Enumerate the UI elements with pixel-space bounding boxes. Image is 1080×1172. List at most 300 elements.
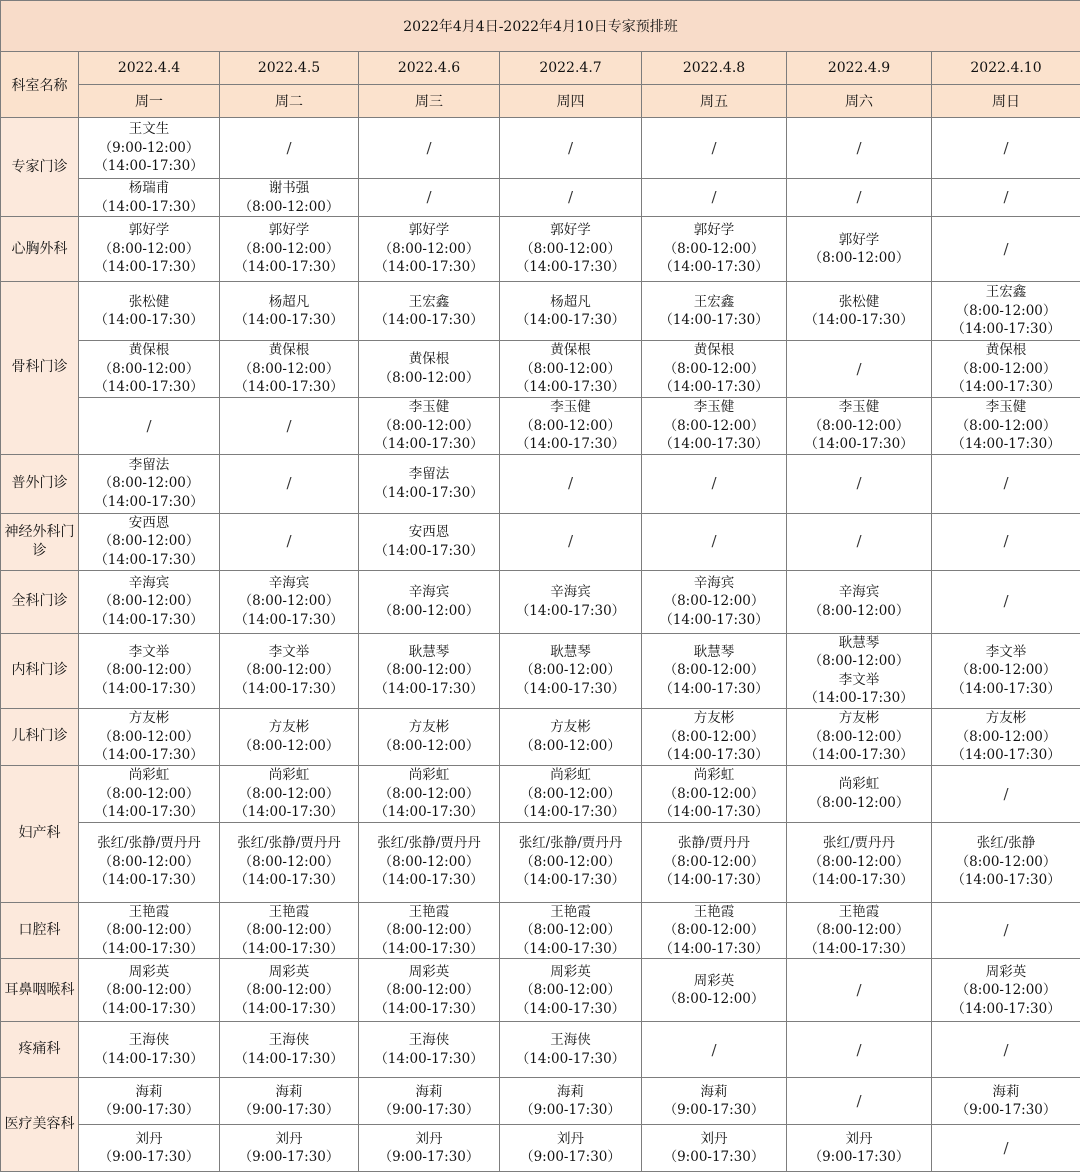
schedule-cell xyxy=(787,179,932,217)
schedule-cell xyxy=(79,822,220,902)
schedule-row xyxy=(1,570,1080,633)
schedule-cell xyxy=(359,570,500,633)
time-slot: （8:00-12:00） xyxy=(220,737,358,756)
doctor-name: 李文举 xyxy=(79,643,219,662)
doctor-name: 张松健 xyxy=(79,293,219,312)
doctor-name: 王海侠 xyxy=(359,1031,499,1050)
schedule-cell xyxy=(787,633,932,708)
schedule-cell xyxy=(79,179,220,217)
no-schedule-mark: / xyxy=(932,785,1080,804)
time-slot: （14:00-17:30） xyxy=(932,435,1080,454)
schedule-row xyxy=(1,1022,1080,1078)
schedule-cell xyxy=(500,902,642,959)
time-slot: （8:00-12:00） xyxy=(500,737,641,756)
time-slot: （8:00-12:00） xyxy=(932,981,1080,1000)
time-slot: （14:00-17:30） xyxy=(359,484,499,503)
time-slot: （14:00-17:30） xyxy=(79,611,219,630)
no-schedule-mark: / xyxy=(642,188,786,207)
doctor-name: 刘丹 xyxy=(359,1130,499,1149)
schedule-cell xyxy=(787,118,932,179)
time-slot: （8:00-12:00） xyxy=(220,785,358,804)
doctor-name: 方友彬 xyxy=(359,718,499,737)
time-slot: （8:00-12:00） xyxy=(500,240,641,259)
time-slot: （14:00-17:30） xyxy=(932,1000,1080,1019)
time-slot: （14:00-17:30） xyxy=(932,871,1080,890)
no-schedule-mark: / xyxy=(642,1041,786,1060)
time-slot: （9:00-17:30） xyxy=(359,1148,499,1167)
no-schedule-mark: / xyxy=(220,532,358,551)
doctor-name: 李文举 xyxy=(787,671,931,690)
schedule-cell xyxy=(642,708,787,765)
doctor-name: 王艳霞 xyxy=(787,903,931,922)
schedule-row xyxy=(1,217,1080,282)
no-schedule-mark: / xyxy=(787,1041,931,1060)
doctor-name: 辛海宾 xyxy=(79,574,219,593)
no-schedule-mark: / xyxy=(932,532,1080,551)
doctor-name: 张红/贾丹丹 xyxy=(787,834,931,853)
schedule-cell xyxy=(932,341,1080,398)
schedule-cell xyxy=(500,118,642,179)
weekday-header: 周五 xyxy=(642,85,787,118)
time-slot: （8:00-12:00） xyxy=(500,360,641,379)
schedule-cell xyxy=(787,282,932,341)
date-header: 2022.4.8 xyxy=(642,52,787,85)
schedule-cell xyxy=(787,765,932,822)
doctor-name: 王宏鑫 xyxy=(932,283,1080,302)
time-slot: （14:00-17:30） xyxy=(79,551,219,570)
schedule-cell xyxy=(500,217,642,282)
no-schedule-mark: / xyxy=(932,188,1080,207)
time-slot: （8:00-12:00） xyxy=(932,302,1080,321)
time-slot: （14:00-17:30） xyxy=(642,746,786,765)
time-slot: （14:00-17:30） xyxy=(79,157,219,176)
schedule-cell xyxy=(642,1022,787,1078)
doctor-name: 刘丹 xyxy=(220,1130,358,1149)
time-slot: （14:00-17:30） xyxy=(359,258,499,277)
no-schedule-mark: / xyxy=(787,139,931,158)
schedule-cell xyxy=(787,902,932,959)
schedule-cell xyxy=(359,902,500,959)
doctor-name: 王艳霞 xyxy=(220,903,358,922)
schedule-cell xyxy=(932,513,1080,570)
time-slot: （14:00-17:30） xyxy=(220,311,358,330)
doctor-name: 耿慧琴 xyxy=(787,634,931,653)
schedule-cell xyxy=(79,118,220,179)
doctor-name: 黄保根 xyxy=(642,341,786,360)
time-slot: （14:00-17:30） xyxy=(500,803,641,822)
time-slot: （8:00-12:00） xyxy=(220,981,358,1000)
doctor-name: 安西恩 xyxy=(79,514,219,533)
time-slot: （8:00-12:00） xyxy=(500,417,641,436)
schedule-cell xyxy=(932,708,1080,765)
time-slot: （8:00-12:00） xyxy=(500,661,641,680)
doctor-name: 刘丹 xyxy=(787,1130,931,1149)
no-schedule-mark: / xyxy=(220,417,358,436)
schedule-cell xyxy=(642,959,787,1022)
time-slot: （8:00-12:00） xyxy=(359,661,499,680)
no-schedule-mark: / xyxy=(932,474,1080,493)
schedule-cell xyxy=(359,454,500,513)
schedule-cell xyxy=(642,633,787,708)
schedule-cell xyxy=(932,397,1080,454)
time-slot: （8:00-12:00） xyxy=(79,853,219,872)
schedule-cell xyxy=(642,118,787,179)
schedule-row xyxy=(1,118,1080,179)
time-slot: （14:00-17:30） xyxy=(787,871,931,890)
schedule-cell xyxy=(642,902,787,959)
time-slot: （8:00-12:00） xyxy=(500,785,641,804)
time-slot: （8:00-12:00） xyxy=(787,728,931,747)
schedule-cell xyxy=(932,217,1080,282)
time-slot: （8:00-12:00） xyxy=(79,240,219,259)
time-slot: （14:00-17:30） xyxy=(642,680,786,699)
schedule-cell xyxy=(220,633,359,708)
schedule-cell xyxy=(220,765,359,822)
doctor-name: 安西恩 xyxy=(359,523,499,542)
schedule-cell xyxy=(79,765,220,822)
time-slot: （14:00-17:30） xyxy=(500,258,641,277)
time-slot: （14:00-17:30） xyxy=(787,689,931,708)
schedule-cell xyxy=(932,118,1080,179)
schedule-cell xyxy=(79,341,220,398)
doctor-name: 郭好学 xyxy=(787,231,931,250)
schedule-cell xyxy=(932,1125,1080,1172)
department-name: 口腔科 xyxy=(1,902,79,959)
schedule-row xyxy=(1,179,1080,217)
schedule-cell xyxy=(79,513,220,570)
doctor-name: 王艳霞 xyxy=(79,903,219,922)
schedule-cell xyxy=(359,1078,500,1125)
time-slot: （9:00-17:30） xyxy=(500,1101,641,1120)
time-slot: （14:00-17:30） xyxy=(79,198,219,217)
time-slot: （8:00-12:00） xyxy=(359,737,499,756)
schedule-cell xyxy=(642,282,787,341)
schedule-cell xyxy=(932,454,1080,513)
time-slot: （14:00-17:30） xyxy=(359,542,499,561)
time-slot: （14:00-17:30） xyxy=(79,803,219,822)
time-slot: （14:00-17:30） xyxy=(79,493,219,512)
schedule-cell xyxy=(220,1125,359,1172)
doctor-name: 黄保根 xyxy=(220,341,358,360)
time-slot: （8:00-12:00） xyxy=(642,990,786,1009)
time-slot: （14:00-17:30） xyxy=(500,435,641,454)
schedule-cell xyxy=(359,1022,500,1078)
schedule-cell xyxy=(359,633,500,708)
schedule-cell xyxy=(220,217,359,282)
no-schedule-mark: / xyxy=(932,240,1080,259)
time-slot: （14:00-17:30） xyxy=(642,940,786,959)
schedule-cell xyxy=(642,217,787,282)
time-slot: （14:00-17:30） xyxy=(642,611,786,630)
schedule-cell xyxy=(359,765,500,822)
time-slot: （8:00-12:00） xyxy=(79,532,219,551)
doctor-name: 王文生 xyxy=(79,120,219,139)
schedule-cell xyxy=(642,454,787,513)
time-slot: （8:00-12:00） xyxy=(787,602,931,621)
doctor-name: 方友彬 xyxy=(79,709,219,728)
doctor-name: 张松健 xyxy=(787,293,931,312)
time-slot: （14:00-17:30） xyxy=(359,1000,499,1019)
schedule-cell xyxy=(359,179,500,217)
schedule-cell xyxy=(500,454,642,513)
schedule-cell xyxy=(500,1125,642,1172)
no-schedule-mark: / xyxy=(787,360,931,379)
schedule-row xyxy=(1,765,1080,822)
no-schedule-mark: / xyxy=(787,1092,931,1111)
time-slot: （8:00-12:00） xyxy=(359,369,499,388)
schedule-cell xyxy=(932,282,1080,341)
time-slot: （14:00-17:30） xyxy=(79,680,219,699)
time-slot: （9:00-17:30） xyxy=(79,1148,219,1167)
schedule-cell xyxy=(220,902,359,959)
schedule-cell xyxy=(79,1022,220,1078)
time-slot: （8:00-12:00） xyxy=(79,360,219,379)
doctor-name: 周彩英 xyxy=(642,972,786,991)
schedule-cell xyxy=(220,1078,359,1125)
no-schedule-mark: / xyxy=(787,532,931,551)
time-slot: （14:00-17:30） xyxy=(787,940,931,959)
date-header: 2022.4.7 xyxy=(500,52,642,85)
no-schedule-mark: / xyxy=(642,139,786,158)
time-slot: （8:00-12:00） xyxy=(79,661,219,680)
time-slot: （14:00-17:30） xyxy=(932,320,1080,339)
schedule-cell xyxy=(642,513,787,570)
time-slot: （14:00-17:30） xyxy=(220,1050,358,1069)
weekday-header: 周六 xyxy=(787,85,932,118)
time-slot: （14:00-17:30） xyxy=(932,680,1080,699)
time-slot: （8:00-12:00） xyxy=(642,661,786,680)
department-name: 骨科门诊 xyxy=(1,282,79,455)
no-schedule-mark: / xyxy=(932,139,1080,158)
doctor-name: 黄保根 xyxy=(932,341,1080,360)
time-slot: （14:00-17:30） xyxy=(79,378,219,397)
doctor-name: 辛海宾 xyxy=(642,574,786,593)
no-schedule-mark: / xyxy=(359,139,499,158)
schedule-cell xyxy=(220,454,359,513)
time-slot: （8:00-12:00） xyxy=(642,853,786,872)
doctor-name: 辛海宾 xyxy=(359,583,499,602)
doctor-name: 耿慧琴 xyxy=(642,643,786,662)
doctor-name: 刘丹 xyxy=(642,1130,786,1149)
department-name: 妇产科 xyxy=(1,765,79,902)
schedule-cell xyxy=(79,570,220,633)
time-slot: （8:00-12:00） xyxy=(642,785,786,804)
time-slot: （9:00-17:30） xyxy=(932,1101,1080,1120)
schedule-cell xyxy=(642,341,787,398)
schedule-cell xyxy=(787,822,932,902)
schedule-cell xyxy=(79,1078,220,1125)
schedule-cell xyxy=(500,397,642,454)
time-slot: （14:00-17:30） xyxy=(642,435,786,454)
doctor-name: 周彩英 xyxy=(220,963,358,982)
doctor-name: 周彩英 xyxy=(500,963,641,982)
schedule-cell xyxy=(220,341,359,398)
time-slot: （8:00-12:00） xyxy=(220,661,358,680)
schedule-cell xyxy=(787,454,932,513)
time-slot: （14:00-17:30） xyxy=(359,680,499,699)
weekday-header-row xyxy=(1,85,1080,118)
schedule-cell xyxy=(359,822,500,902)
time-slot: （8:00-12:00） xyxy=(220,360,358,379)
weekday-header: 周一 xyxy=(79,85,220,118)
time-slot: （8:00-12:00） xyxy=(359,240,499,259)
doctor-name: 方友彬 xyxy=(787,709,931,728)
schedule-cell xyxy=(500,633,642,708)
schedule-row xyxy=(1,397,1080,454)
doctor-name: 耿慧琴 xyxy=(500,643,641,662)
schedule-cell xyxy=(500,513,642,570)
department-name: 儿科门诊 xyxy=(1,708,79,765)
doctor-name: 尚彩虹 xyxy=(79,766,219,785)
doctor-name: 海莉 xyxy=(642,1083,786,1102)
time-slot: （9:00-17:30） xyxy=(787,1148,931,1167)
doctor-name: 辛海宾 xyxy=(500,583,641,602)
no-schedule-mark: / xyxy=(932,592,1080,611)
doctor-name: 海莉 xyxy=(359,1083,499,1102)
schedule-cell xyxy=(787,1078,932,1125)
time-slot: （14:00-17:30） xyxy=(500,1000,641,1019)
schedule-cell xyxy=(787,1022,932,1078)
no-schedule-mark: / xyxy=(359,188,499,207)
time-slot: （14:00-17:30） xyxy=(359,940,499,959)
schedule-cell xyxy=(79,708,220,765)
schedule-cell xyxy=(220,282,359,341)
no-schedule-mark: / xyxy=(500,474,641,493)
doctor-name: 海莉 xyxy=(932,1083,1080,1102)
time-slot: （14:00-17:30） xyxy=(220,871,358,890)
doctor-name: 王海侠 xyxy=(500,1031,641,1050)
doctor-name: 李玉健 xyxy=(500,398,641,417)
doctor-name: 尚彩虹 xyxy=(787,775,931,794)
schedule-cell xyxy=(642,179,787,217)
schedule-row xyxy=(1,513,1080,570)
department-name: 内科门诊 xyxy=(1,633,79,708)
time-slot: （14:00-17:30） xyxy=(79,258,219,277)
schedule-title: 2022年4月4日-2022年4月10日专家预排班 xyxy=(1,1,1080,52)
doctor-name: 耿慧琴 xyxy=(359,643,499,662)
time-slot: （8:00-12:00） xyxy=(79,785,219,804)
schedule-cell xyxy=(79,454,220,513)
doctor-name: 刘丹 xyxy=(500,1130,641,1149)
schedule-cell xyxy=(79,959,220,1022)
schedule-row xyxy=(1,708,1080,765)
doctor-name: 张红/张静/贾丹丹 xyxy=(220,834,358,853)
time-slot: （8:00-12:00） xyxy=(79,592,219,611)
doctor-name: 王艳霞 xyxy=(500,903,641,922)
schedule-cell xyxy=(359,217,500,282)
time-slot: （9:00-17:30） xyxy=(79,1101,219,1120)
schedule-cell xyxy=(220,513,359,570)
no-schedule-mark: / xyxy=(500,532,641,551)
date-header: 2022.4.6 xyxy=(359,52,500,85)
doctor-name: 杨瑞甫 xyxy=(79,179,219,198)
doctor-name: 方友彬 xyxy=(932,709,1080,728)
schedule-cell xyxy=(79,282,220,341)
department-name: 专家门诊 xyxy=(1,118,79,217)
doctor-name: 郭好学 xyxy=(359,221,499,240)
time-slot: （8:00-12:00） xyxy=(787,417,931,436)
doctor-name: 辛海宾 xyxy=(787,583,931,602)
schedule-cell xyxy=(642,570,787,633)
time-slot: （14:00-17:30） xyxy=(220,1000,358,1019)
schedule-cell xyxy=(500,1078,642,1125)
time-slot: （8:00-12:00） xyxy=(642,240,786,259)
no-schedule-mark: / xyxy=(500,139,641,158)
doctor-name: 郭好学 xyxy=(79,221,219,240)
schedule-cell xyxy=(787,341,932,398)
time-slot: （9:00-17:30） xyxy=(642,1148,786,1167)
schedule-cell xyxy=(220,822,359,902)
schedule-body xyxy=(1,118,1080,1172)
time-slot: （8:00-12:00） xyxy=(932,728,1080,747)
schedule-cell xyxy=(500,1022,642,1078)
time-slot: （8:00-12:00） xyxy=(932,360,1080,379)
time-slot: （8:00-12:00） xyxy=(79,474,219,493)
weekday-header: 周四 xyxy=(500,85,642,118)
time-slot: （8:00-12:00） xyxy=(500,981,641,1000)
time-slot: （8:00-12:00） xyxy=(359,853,499,872)
schedule-cell xyxy=(932,822,1080,902)
time-slot: （14:00-17:30） xyxy=(642,378,786,397)
schedule-cell xyxy=(932,1078,1080,1125)
schedule-cell xyxy=(787,708,932,765)
schedule-cell xyxy=(787,1125,932,1172)
schedule-cell xyxy=(500,765,642,822)
date-header: 2022.4.5 xyxy=(220,52,359,85)
department-name: 神经外科门诊 xyxy=(1,513,79,570)
department-header: 科室名称 xyxy=(1,52,79,118)
doctor-name: 尚彩虹 xyxy=(220,766,358,785)
doctor-name: 黄保根 xyxy=(500,341,641,360)
doctor-name: 方友彬 xyxy=(220,718,358,737)
schedule-cell xyxy=(932,1022,1080,1078)
no-schedule-mark: / xyxy=(932,1041,1080,1060)
schedule-cell xyxy=(500,179,642,217)
doctor-name: 王海侠 xyxy=(79,1031,219,1050)
time-slot: （8:00-12:00） xyxy=(220,853,358,872)
time-slot: （14:00-17:30） xyxy=(500,1050,641,1069)
time-slot: （8:00-12:00） xyxy=(642,360,786,379)
time-slot: （8:00-12:00） xyxy=(787,249,931,268)
schedule-cell xyxy=(79,902,220,959)
time-slot: （8:00-12:00） xyxy=(220,592,358,611)
time-slot: （9:00-12:00） xyxy=(79,139,219,158)
schedule-cell xyxy=(500,822,642,902)
time-slot: （8:00-12:00） xyxy=(359,785,499,804)
time-slot: （14:00-17:30） xyxy=(787,435,931,454)
time-slot: （8:00-12:00） xyxy=(359,981,499,1000)
time-slot: （14:00-17:30） xyxy=(220,940,358,959)
doctor-name: 李留法 xyxy=(359,465,499,484)
schedule-cell xyxy=(932,959,1080,1022)
time-slot: （8:00-12:00） xyxy=(500,853,641,872)
time-slot: （14:00-17:30） xyxy=(500,311,641,330)
schedule-cell xyxy=(359,513,500,570)
schedule-cell xyxy=(932,902,1080,959)
department-name: 耳鼻咽喉科 xyxy=(1,959,79,1022)
doctor-name: 王海侠 xyxy=(220,1031,358,1050)
date-header: 2022.4.9 xyxy=(787,52,932,85)
doctor-name: 李玉健 xyxy=(787,398,931,417)
department-name: 医疗美容科 xyxy=(1,1078,79,1172)
time-slot: （9:00-17:30） xyxy=(500,1148,641,1167)
schedule-row xyxy=(1,454,1080,513)
doctor-name: 海莉 xyxy=(79,1083,219,1102)
schedule-cell xyxy=(932,633,1080,708)
time-slot: （8:00-12:00） xyxy=(220,921,358,940)
time-slot: （8:00-12:00） xyxy=(359,602,499,621)
time-slot: （8:00-12:00） xyxy=(642,921,786,940)
